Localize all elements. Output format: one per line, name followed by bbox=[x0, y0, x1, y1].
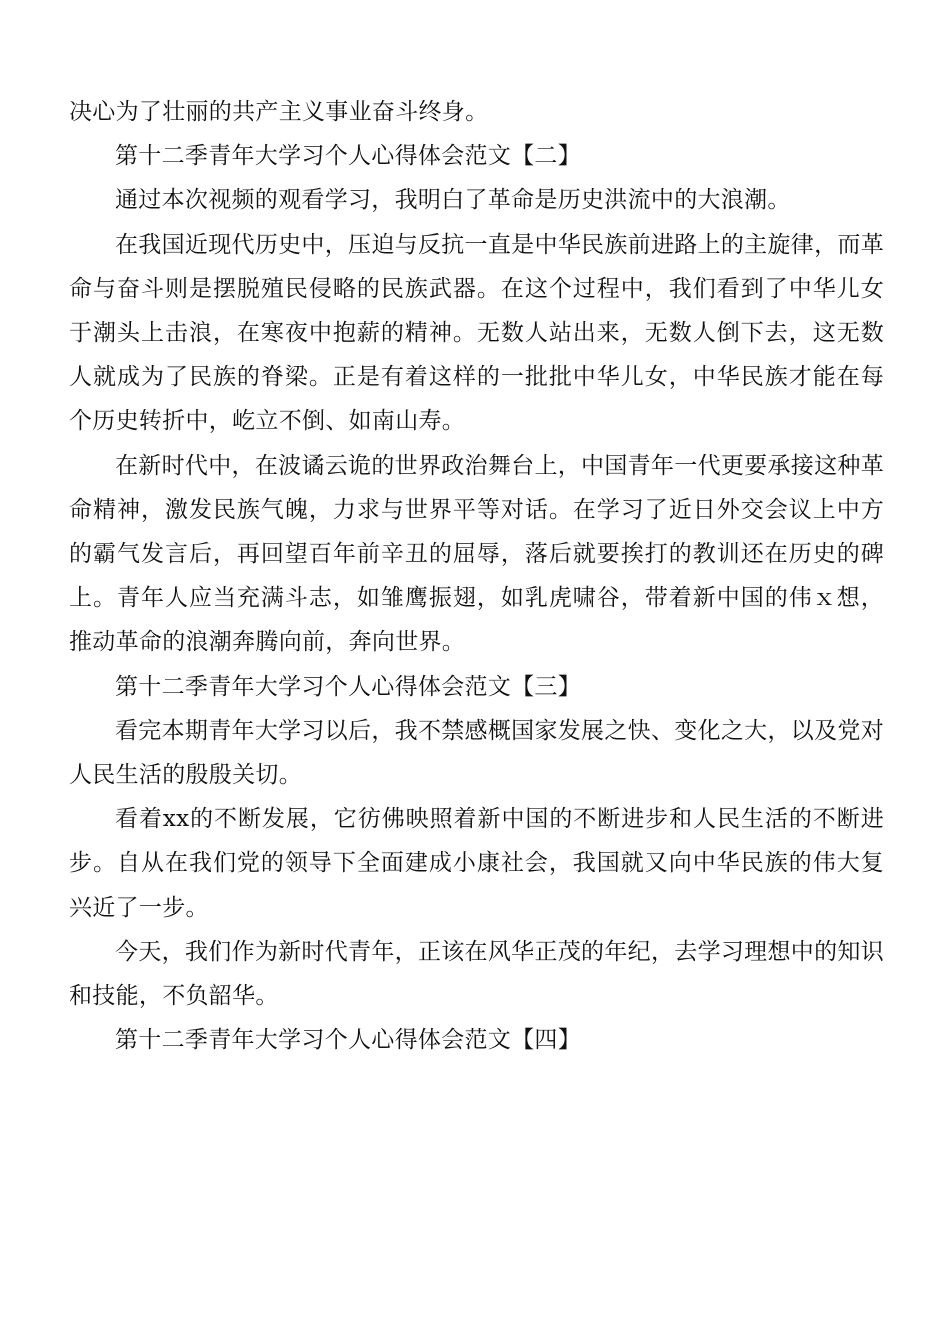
section-heading-3: 第十二季青年大学习个人心得体会范文【三】 bbox=[115, 673, 581, 700]
paragraph: 在我国近现代历史中，压迫与反抗一直是中华民族前进路上的主旋律，而革命与奋斗则是摆脱殖民侵略的民族武器。在这个过程中，我们看到了中华儿女于潮头上击浪，在寒夜中抱薪的精神。无数人站出来，无数人倒下去，这无数人就成为了民族的脊梁。正是有着这样的一批批中华儿女，中华民族才能在每个历史转折中，屹立不倒、如南山寿。 bbox=[69, 231, 884, 435]
paragraph: 看着xx的不断发展，它彷佛映照着新中国的不断进步和人民生活的不断进步。自从在我们党的领导下全面建成小康社会，我国就又向中华民族的伟大复兴近了一步。 bbox=[69, 806, 884, 921]
paragraph: 今天，我们作为新时代青年，正该在风华正茂的年纪，去学习理想中的知识和技能，不负韶华。 bbox=[69, 938, 884, 1010]
paragraph: 看完本期青年大学习以后，我不禁感概国家发展之快、变化之大，以及党对人民生活的殷殷关切。 bbox=[69, 717, 884, 789]
document-body bbox=[69, 90, 884, 1062]
section-heading-4: 第十二季青年大学习个人心得体会范文【四】 bbox=[115, 1027, 581, 1054]
paragraph: 通过本次视频的观看学习，我明白了革命是历史洪流中的大浪潮。 bbox=[115, 187, 791, 214]
paragraph: 在新时代中，在波谲云诡的世界政治舞台上，中国青年一代更要承接这种革命精神，激发民族气魄，力求与世界平等对话。在学习了近日外交会议上中方的霸气发言后，再回望百年前辛丑的屈辱，落后就要挨打的教训还在历史的碑上。青年人应当充满斗志，如雏鹰振翅，如乳虎啸谷，带着新中国的伟ｘ想，推动革命的浪潮奔腾向前，奔向世界。 bbox=[69, 452, 884, 656]
paragraph-continued: 决心为了壮丽的共产主义事业奋斗终身。 bbox=[69, 99, 489, 125]
section-heading-2: 第十二季青年大学习个人心得体会范文【二】 bbox=[115, 143, 581, 170]
